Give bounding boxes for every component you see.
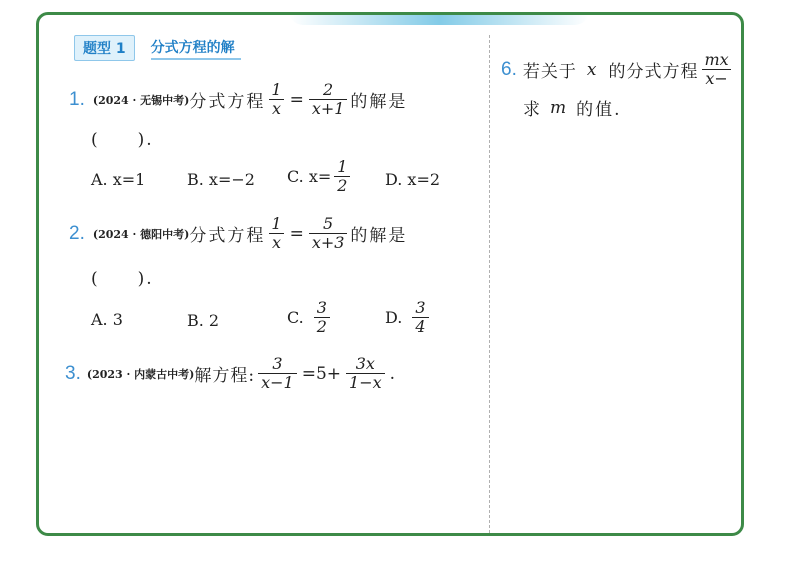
question-source: (2023 · 内蒙古中考)	[86, 367, 195, 381]
top-decoration	[289, 12, 589, 25]
fraction-lhs: $\frac{1}{x}$	[268, 215, 284, 253]
question-2-stem: 2. (2024 · 德阳中考) 分式方程 $\frac{1}{x}$ = $\frac{5}{x+3}$ 的解是	[69, 214, 408, 253]
question-number: 1.	[69, 88, 85, 110]
option-b: B. 2	[187, 311, 220, 330]
option-c: C. $\frac{3}{2}$	[287, 299, 333, 337]
question-number: 3.	[65, 362, 81, 384]
option-b: B. x=−2	[187, 170, 255, 189]
question-stem-prefix: 分式方程	[189, 92, 266, 113]
question-3-stem: 3. (2023 · 内蒙古中考) 解方程: $\frac{3}{x-1}$ =5+ $\frac{3x}{1-x}$ .	[65, 354, 396, 393]
fraction: $\frac{mx}{x-}$	[701, 51, 731, 89]
option-d: D. $\frac{3}{4}$	[385, 299, 432, 337]
fraction-rhs: $\frac{2}{x+1}$	[309, 81, 348, 119]
answer-paren: ( ).	[91, 269, 154, 289]
question-number: 6.	[501, 58, 517, 80]
question-1-stem: 1. (2024 · 无锡中考) 分式方程 $\frac{1}{x}$ = $\frac{2}{x+1}$ 的解是	[69, 80, 408, 119]
option-d: D. x=2	[385, 170, 441, 189]
worksheet-page	[36, 12, 744, 536]
column-divider	[489, 35, 490, 533]
fraction-rhs: $\frac{5}{x+3}$	[309, 215, 348, 253]
fraction-1: $\frac{3}{x-1}$	[258, 355, 297, 393]
option-c: C. x= $\frac{1}{2}$	[287, 158, 353, 196]
answer-paren: ( ).	[91, 130, 154, 150]
question-stem: 解方程:	[194, 366, 256, 387]
question-stem-suffix: 的解是	[350, 226, 408, 247]
question-source: (2024 · 无锡中考)	[92, 93, 190, 107]
option-a: A. x=1	[91, 170, 146, 189]
question-source: (2024 · 德阳中考)	[92, 227, 190, 241]
section-tag: 题型 1	[74, 35, 135, 61]
section-header	[74, 37, 241, 59]
option-a: A. 3	[91, 310, 123, 329]
fraction-lhs: $\frac{1}{x}$	[268, 81, 284, 119]
question-6-line2: 求 m 的值.	[523, 97, 622, 120]
question-number: 2.	[69, 222, 85, 244]
fraction-2: $\frac{3x}{1-x}$	[346, 355, 385, 393]
question-stem-prefix: 分式方程	[189, 226, 266, 247]
section-title: 分式方程的解	[151, 37, 241, 60]
question-6-stem: 6. 若关于 x 的分式方程 $\frac{mx}{x-}$	[501, 51, 735, 89]
question-stem-suffix: 的解是	[350, 92, 408, 113]
